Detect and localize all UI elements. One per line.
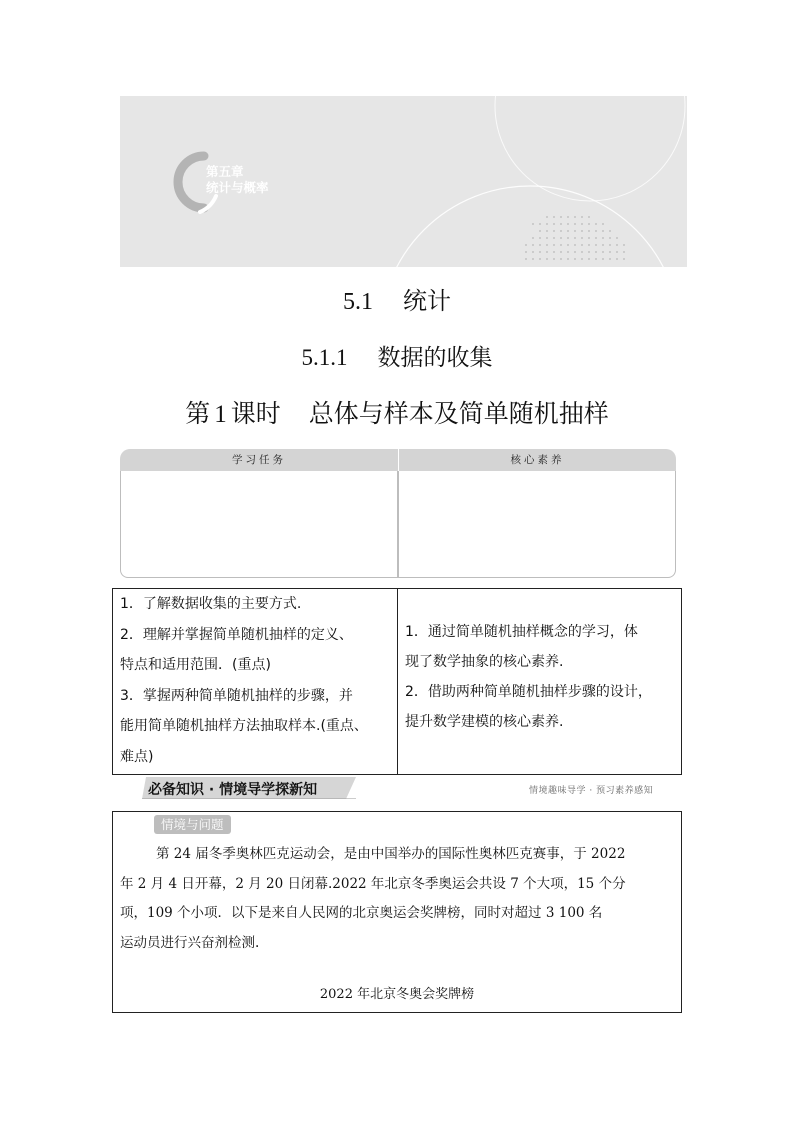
scenario-line: 项，109 个小项．以下是来自人民网的北京奥运会奖牌榜，同时对超过 3 100 名 bbox=[120, 905, 603, 921]
goals-blank-right bbox=[398, 471, 676, 578]
lesson-suffix: 课时 bbox=[230, 399, 281, 428]
goals-header-left: 学习任务 bbox=[120, 449, 398, 471]
literacy-line: 现了数学抽象的核心素养. bbox=[405, 654, 564, 670]
scenario-text bbox=[120, 840, 676, 958]
scenario-line: 运动员进行兴奋剂检测. bbox=[120, 934, 260, 951]
scenario-box bbox=[112, 811, 682, 1013]
section-title: 必备知识 · 情境导学探新知 bbox=[148, 782, 318, 798]
lesson-heading bbox=[0, 394, 794, 430]
literacy-line: 1．通过简单随机抽样概念的学习，体 bbox=[405, 624, 638, 640]
subsection-name: 数据的收集 bbox=[377, 345, 493, 371]
section-subtitle: 情境趣味导学 · 预习素养感知 bbox=[529, 786, 654, 796]
scenario-line: 第 24 届冬季奥林匹克运动会，是由中国举办的国际性奥林匹克赛事，于 2022 bbox=[156, 846, 626, 862]
lesson-number: 1 bbox=[214, 401, 227, 428]
subsection-number: 5.1.1 bbox=[301, 345, 348, 370]
section-name: 统计 bbox=[403, 287, 451, 315]
goals-table bbox=[112, 588, 682, 775]
task-line: 2．理解并掌握简单随机抽样的定义、 bbox=[120, 626, 353, 643]
scenario-line: 年 2 月 4 日开幕，2 月 20 日闭幕.2022 年北京冬季奥运会共设 7 个大项，15 个分 bbox=[120, 875, 626, 892]
chapter-banner bbox=[120, 96, 687, 267]
lesson-name: 总体与样本及简单随机抽样 bbox=[308, 399, 609, 428]
section-heading bbox=[0, 281, 794, 316]
chapter-number: 第五章 bbox=[206, 164, 244, 179]
dot-pattern-icon bbox=[525, 216, 625, 260]
literacy-line: 2．借助两种简单随机抽样步骤的设计， bbox=[405, 684, 652, 700]
task-line: 特点和适用范围．(重点) bbox=[120, 657, 271, 673]
scenario-tag: 情境与问题 bbox=[154, 815, 231, 834]
task-line: 3．掌握两种简单随机抽样的步骤，并 bbox=[120, 687, 353, 704]
task-line: 1．了解数据收集的主要方式. bbox=[120, 596, 302, 612]
core-literacy bbox=[405, 617, 679, 737]
chapter-subject: 统计与概率 bbox=[206, 180, 269, 195]
medal-table-caption: 2022 年北京冬奥会奖牌榜 bbox=[319, 987, 475, 1002]
section-number: 5.1 bbox=[343, 289, 373, 315]
task-line: 难点) bbox=[120, 748, 154, 765]
goals-header-right: 核心素养 bbox=[398, 449, 676, 471]
c-arc-icon bbox=[178, 156, 204, 208]
chapter-label bbox=[206, 164, 269, 196]
learning-tasks bbox=[120, 589, 400, 772]
lesson-prefix: 第 bbox=[185, 399, 211, 428]
literacy-line: 提升数学建模的核心素养. bbox=[405, 714, 564, 730]
subsection-heading bbox=[0, 339, 794, 372]
goals-blank-left bbox=[120, 471, 398, 578]
task-line: 能用简单随机抽样方法抽取样本.(重点、 bbox=[120, 718, 368, 734]
